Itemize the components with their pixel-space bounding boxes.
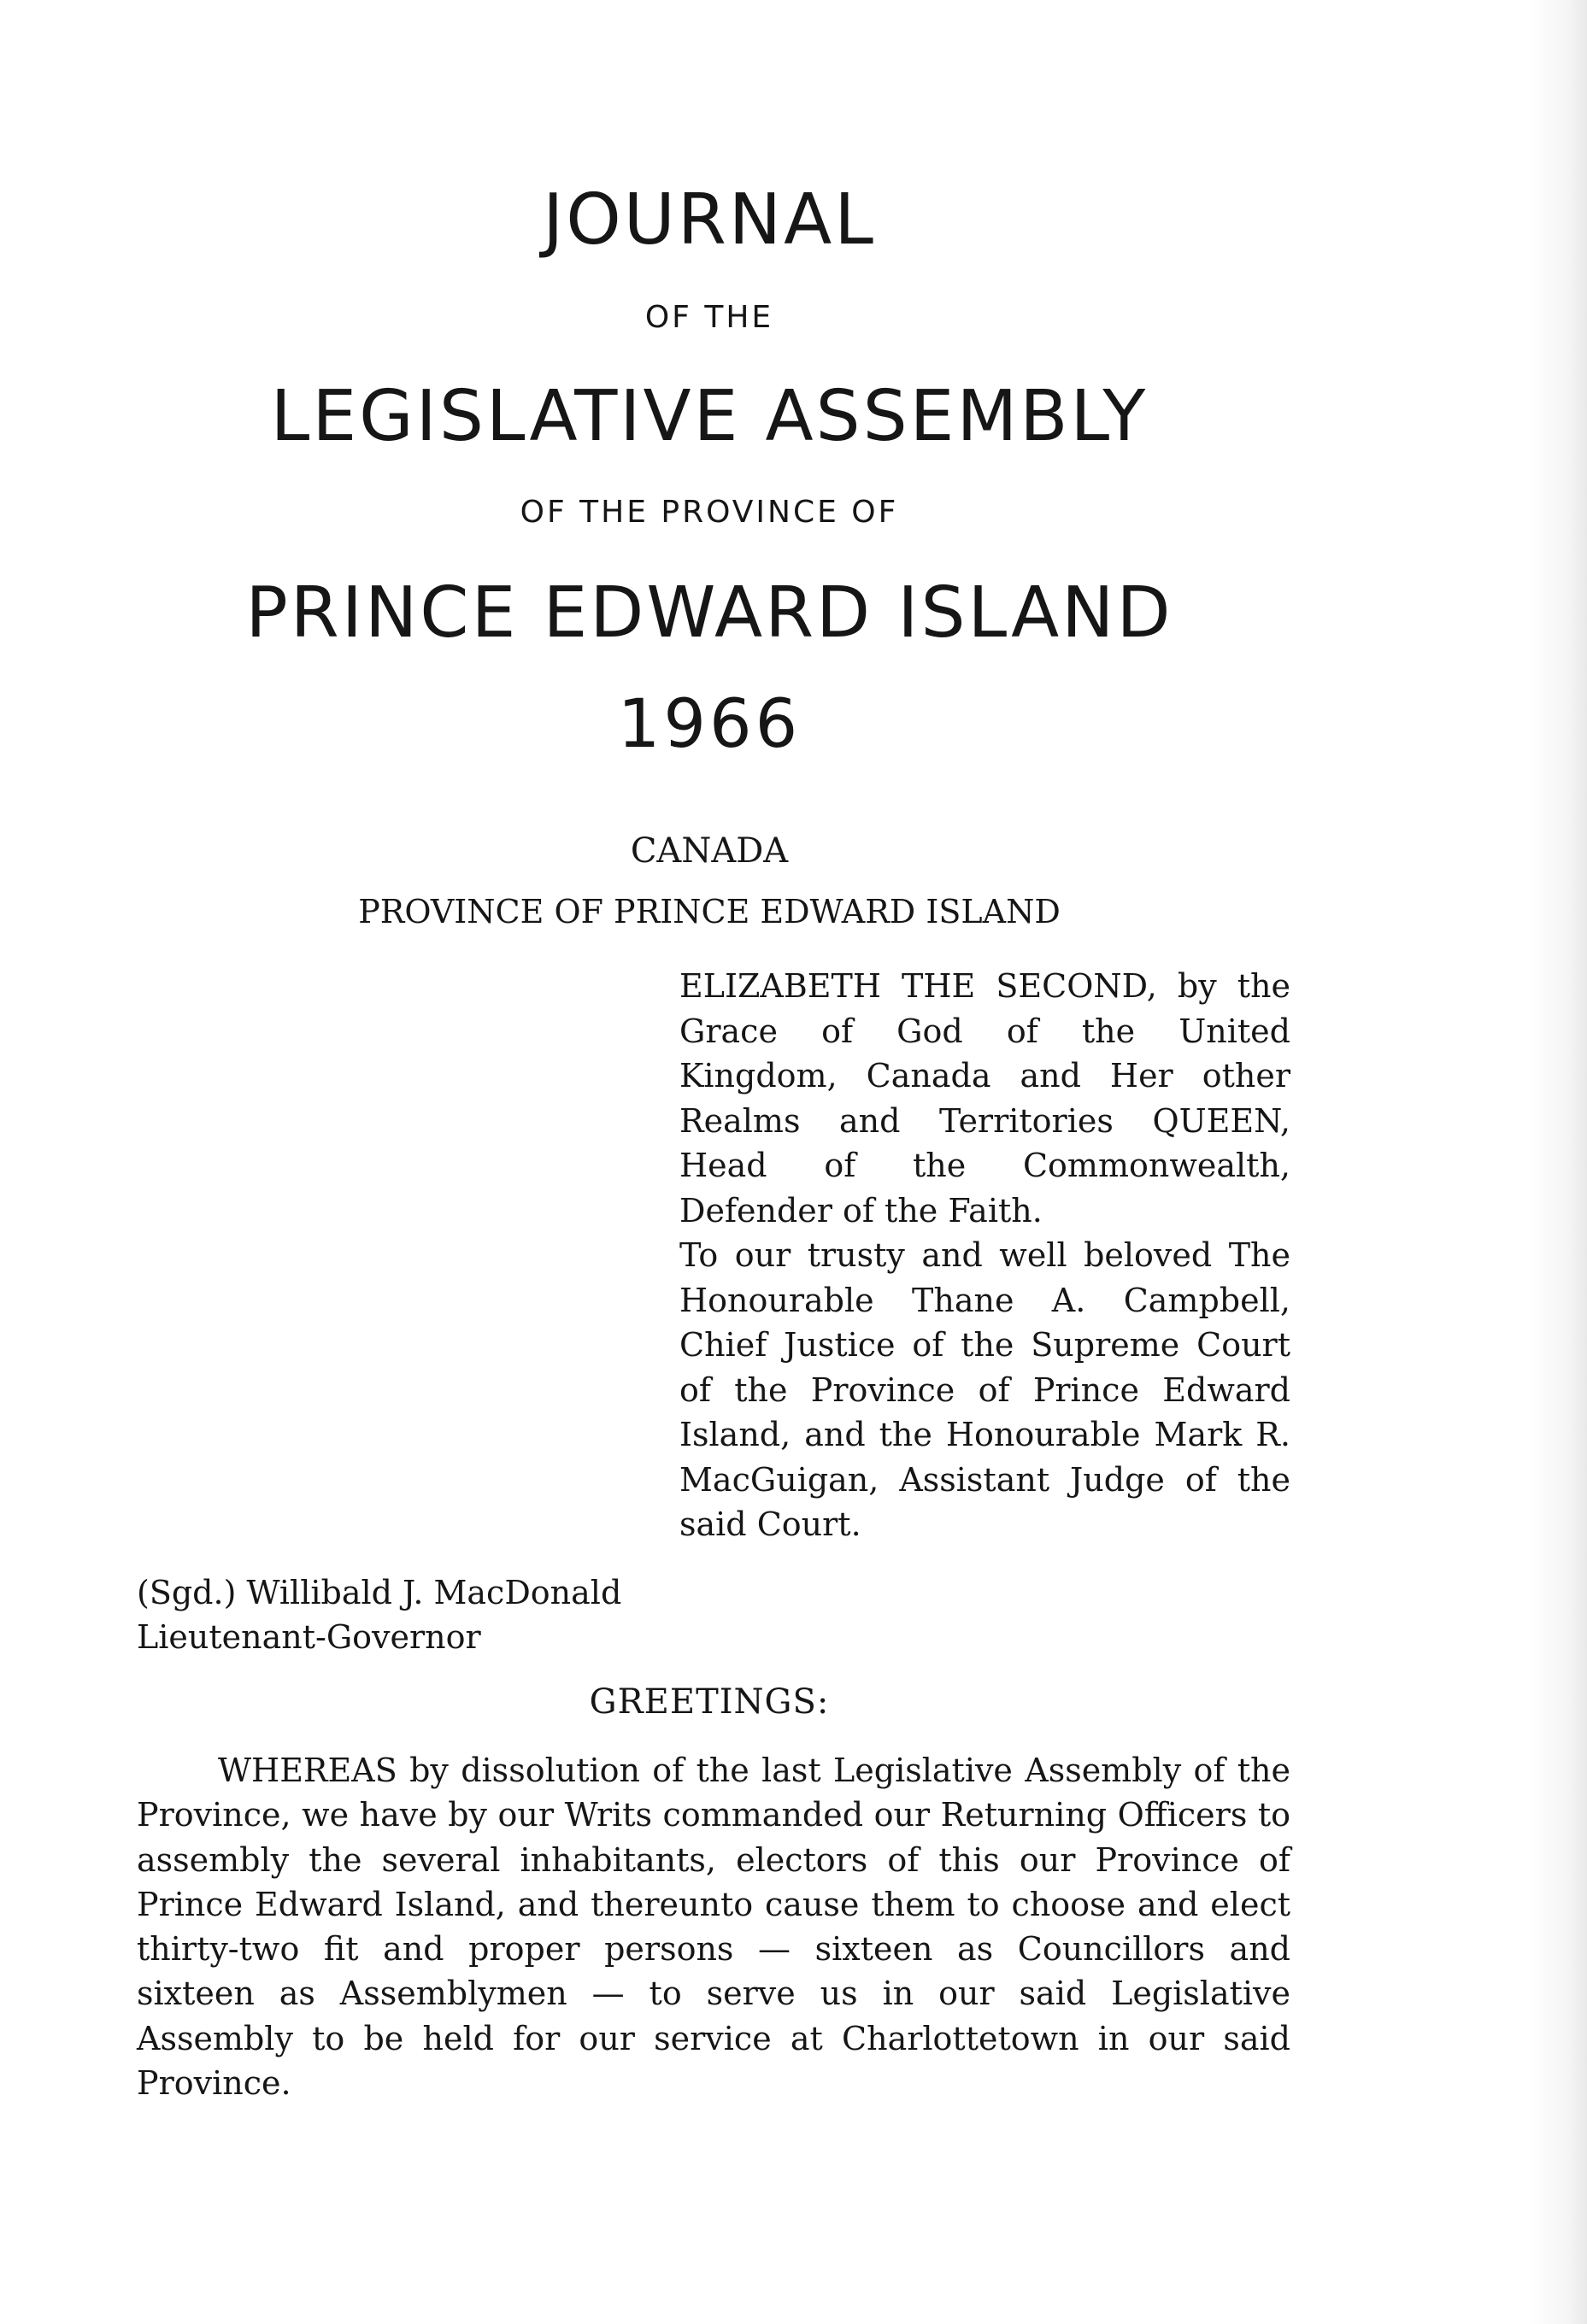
proclamation-royal-style: ELIZABETH THE SECOND, by the Grace of God of the United Kingdom, Canada and Her other Realms and Territories QUEEN, Head of the Commonwealth, Defender of the Faith. [679, 967, 1290, 1229]
proclamation-block [679, 964, 1290, 1547]
signature-name: (Sgd.) Willibald J. MacDonald [137, 1574, 622, 1611]
whereas-paragraph-block [137, 1748, 1290, 2105]
proclamation-address: To our trusty and well beloved The Honourable Thane A. Campbell, Chief Justice of the Supreme Court of the Province of Prince Edward Island, and the Honourable Mark R. MacGuigan, Assistant Judge of the said Court. [679, 1236, 1290, 1543]
heading-country: CANADA [630, 831, 789, 871]
signature-block [137, 1570, 621, 1659]
whereas-paragraph: WHEREAS by dissolution of the last Legislative Assembly of the Province, we have by our Writs commanded our Returning Officers to assembly the several inhabitants, electors of this our Province of Prince Edward Island, and thereunto cause them to choose and elect thirty-two fit and proper persons — sixteen as Councillors and sixteen as Assemblymen — to serve us in our said Legislative Assembly to be held for our service at Charlottetown in our said Province. [137, 1752, 1290, 2103]
title-legislative-assembly: LEGISLATIVE ASSEMBLY [270, 376, 1149, 457]
title-of-the: OF THE [644, 300, 774, 335]
title-of-the-province-of: OF THE PROVINCE OF [520, 495, 899, 530]
greetings-heading: GREETINGS: [589, 1682, 830, 1722]
signature-office: Lieutenant-Governor [137, 1618, 481, 1656]
title-year: 1966 [617, 686, 802, 763]
title-journal: JOURNAL [543, 179, 876, 261]
title-prince-edward-island: PRINCE EDWARD ISLAND [245, 572, 1173, 654]
scan-edge-shading [1527, 0, 1587, 2324]
heading-province: PROVINCE OF PRINCE EDWARD ISLAND [358, 893, 1061, 930]
